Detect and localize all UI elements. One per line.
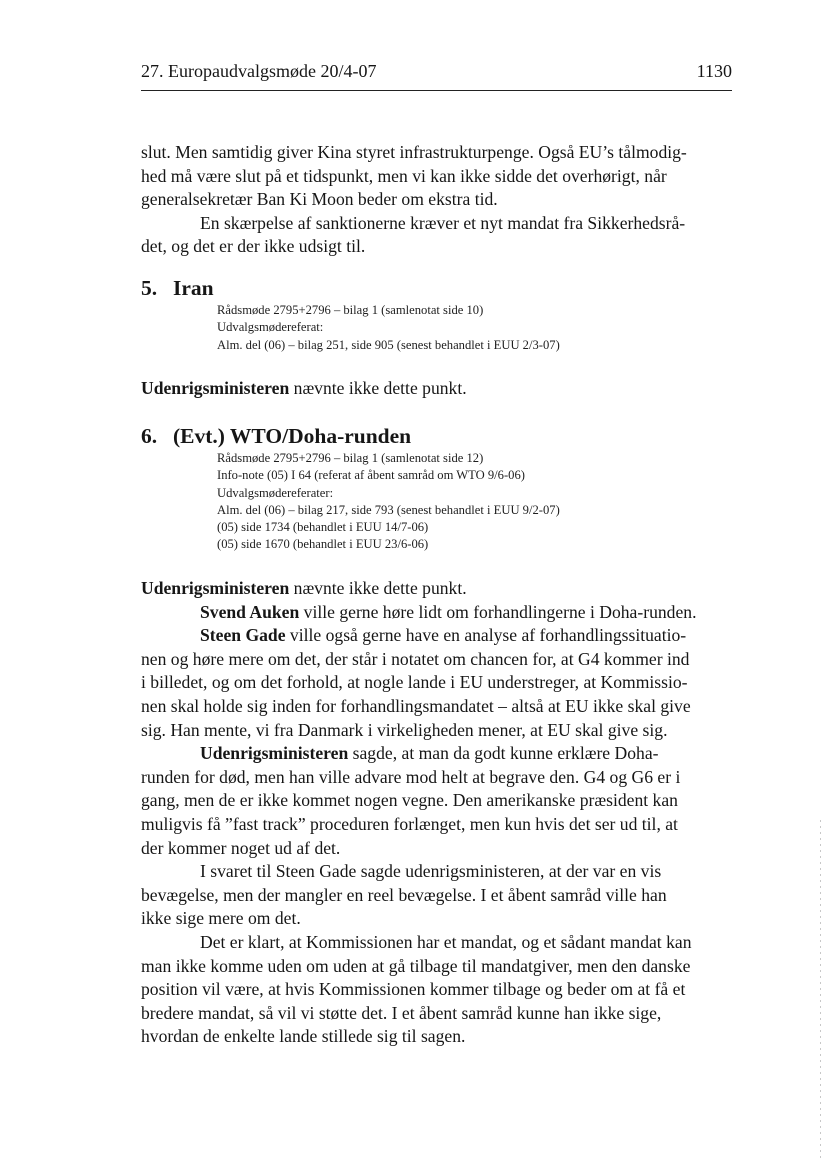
section-number: 6. [141,424,158,448]
section-title: Iran [173,276,214,300]
reference-line: Udvalgsmødereferater: [217,485,334,500]
page-header [141,61,732,87]
reference-line: (05) side 1670 (behandlet i EUU 23/6-06) [217,537,429,552]
text-line: ikke sige mere om det. [141,908,301,929]
speaker-text: nævnte ikke dette punkt. [289,378,467,398]
reference-line: Alm. del (06) – bilag 217, side 793 (senest behandlet i EUU 9/2-07) [217,502,560,517]
reference-line: Udvalgsmødereferat: [217,320,324,335]
header-rule [141,90,732,91]
text-line: i billedet, og om det forhold, at nogle lande i EU understreger, at Kommissio- [141,672,688,693]
speaker-name: Udenrigsministeren [200,743,349,764]
text-line [141,377,741,401]
text-line: bevægelse, men der mangler en reel bevægelse. I et åbent samråd ville han [141,884,667,905]
section-6-heading [141,424,411,449]
speaker-text: ville gerne høre lidt om forhandlingerne i Doha-runden. [299,601,697,622]
reference-line: Rådsmøde 2795+2796 – bilag 1 (samlenotat side 12) [217,451,484,465]
speaker-text: nævnte ikke dette punkt. [289,578,467,598]
text-line: Det er klart, at Kommissionen har et mandat, og et sådant mandat kan [200,931,692,952]
text-line: position vil være, at hvis Kommissionen kommer tilbage og beder om at få et [141,979,686,1000]
reference-line: Rådsmøde 2795+2796 – bilag 1 (samlenotat side 10) [217,303,484,317]
text-line: hvordan de enkelte lande stillede sig til sagen. [141,1026,466,1047]
section-number: 5. [141,276,158,300]
text-line: generalsekretær Ban Ki Moon beder om ekstra tid. [141,189,498,210]
section-6-references [217,450,560,554]
text-line: I svaret til Steen Gade sagde udenrigsministeren, at der var en vis [200,861,662,882]
text-line: nen skal holde sig inden for forhandlingsmandatet – altså at EU ikke skal give [141,695,691,716]
speaker-text: sagde, at man da godt kunne erklære Doha- [348,743,659,764]
section-5-heading [141,276,214,301]
reference-line: (05) side 1734 (behandlet i EUU 14/7-06) [217,520,429,535]
text-line: slut. Men samtidig giver Kina styret infrastrukturpenge. Også EU’s tålmodig- [141,142,687,162]
text-line [141,601,741,625]
section-5-text [141,377,741,401]
text-line: sig. Han mente, vi fra Danmark i virkeligheden mener, at EU skal give sig. [141,719,668,740]
reference-line: Alm. del (06) – bilag 251, side 905 (senest behandlet i EUU 2/3-07) [217,337,560,352]
speaker-name: Svend Auken [200,601,300,622]
section-5-references [217,302,560,354]
text-line: runden for død, men han ville advare mod helt at begrave den. G4 og G6 er i [141,766,681,787]
text-line: der kommer noget ud af det. [141,837,341,858]
text-line: man ikke komme uden om uden at gå tilbage til mandatgiver, men den danske [141,955,691,976]
section-title: (Evt.) WTO/Doha-runden [173,424,412,448]
speaker-name: Steen Gade [200,625,286,646]
speaker-name: Udenrigsministeren [141,578,290,598]
text-line [141,624,741,648]
scan-edge-artifact [820,820,821,1160]
header-title: 27. Europaudvalgsmøde 20/4-07 [141,61,377,81]
text-line: nen og høre mere om det, der står i notatet om chancen for, at G4 kommer ind [141,648,690,669]
text-line: En skærpelse af sanktionerne kræver et nyt mandat fra Sikkerhedsrå- [200,212,686,233]
reference-line: Info-note (05) I 64 (referat af åbent samråd om WTO 9/6-06) [217,468,525,483]
text-line [141,577,741,601]
page-number: 1130 [696,61,732,81]
text-line: det, og det er der ikke udsigt til. [141,236,366,257]
speaker-name: Udenrigsministeren [141,378,290,398]
text-line: hed må være slut på et tidspunkt, men vi kan ikke sidde det overhørigt, når [141,165,667,186]
speaker-text: ville også gerne have en analyse af forhandlingssituatio- [285,625,687,646]
section-6-text [141,577,741,1049]
intro-text [141,141,741,259]
text-line [141,742,741,766]
text-line: bredere mandat, så vil vi støtte det. I et åbent samråd kunne han ikke sige, [141,1002,662,1023]
text-line: gang, men de er ikke kommet nogen vegne. Den amerikanske præsident kan [141,790,678,811]
text-line: muligvis få ”fast track” proceduren forlænget, men kun hvis det ser ud til, at [141,813,678,834]
